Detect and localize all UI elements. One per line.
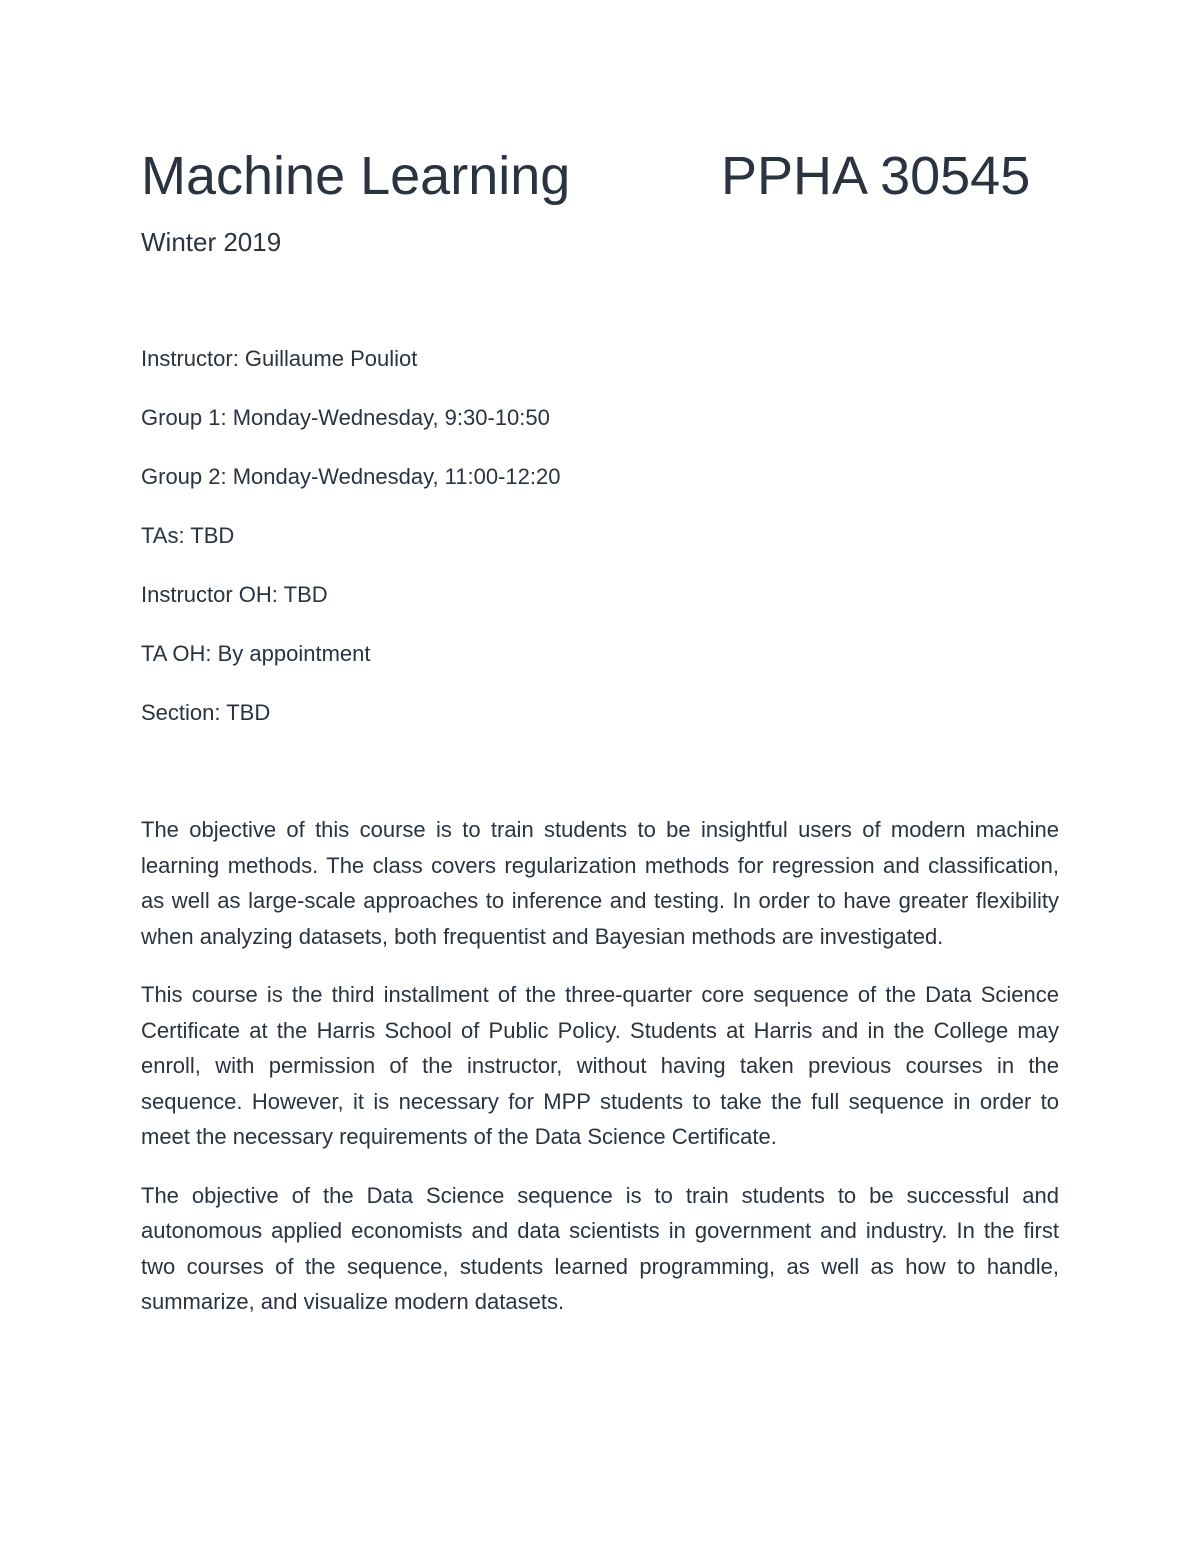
info-tas: TAs: TBD	[141, 523, 235, 548]
course-title: Machine Learning	[141, 146, 571, 206]
info-group-2: Group 2: Monday-Wednesday, 11:00-12:20	[141, 464, 561, 489]
paragraph-objective: The objective of this course is to train students to be insightful users of modern machine learning methods. The class covers regularization methods for regression and classification, as well as large-scale approaches to inference and testing. In order to have greater flexibility when analyzing datasets, both frequentist and Bayesian methods are investigated.	[141, 817, 1059, 949]
info-ta-oh: TA OH: By appointment	[141, 641, 371, 666]
course-info-list	[141, 344, 560, 757]
course-code: PPHA 30545	[721, 146, 1031, 206]
paragraph-data-science-objective: The objective of the Data Science sequence is to train students to be successful and autonomous applied economists and data scientists in government and industry. In the first two courses of the sequence, students learned programming, as well as how to handle, summarize, and visualize modern datasets.	[141, 1182, 1059, 1314]
title-row	[141, 140, 1061, 212]
info-section: Section: TBD	[141, 700, 271, 725]
info-instructor-oh: Instructor OH: TBD	[141, 582, 328, 607]
info-group-1: Group 1: Monday-Wednesday, 9:30-10:50	[141, 405, 550, 430]
paragraph-sequence: This course is the third installment of the three-quarter core sequence of the Data Science Certificate at the Harris School of Public Policy. Students at Harris and in the College may enroll, with permission of the instructor, without having taken previous courses in the sequence. However, it is necessary for MPP students to take the full sequence in order to meet the necessary requirements of the Data Science Certificate.	[141, 982, 1059, 1149]
term-label: Winter 2019	[141, 227, 282, 257]
info-instructor: Instructor: Guillaume Pouliot	[141, 346, 418, 371]
course-description	[141, 812, 1059, 1343]
